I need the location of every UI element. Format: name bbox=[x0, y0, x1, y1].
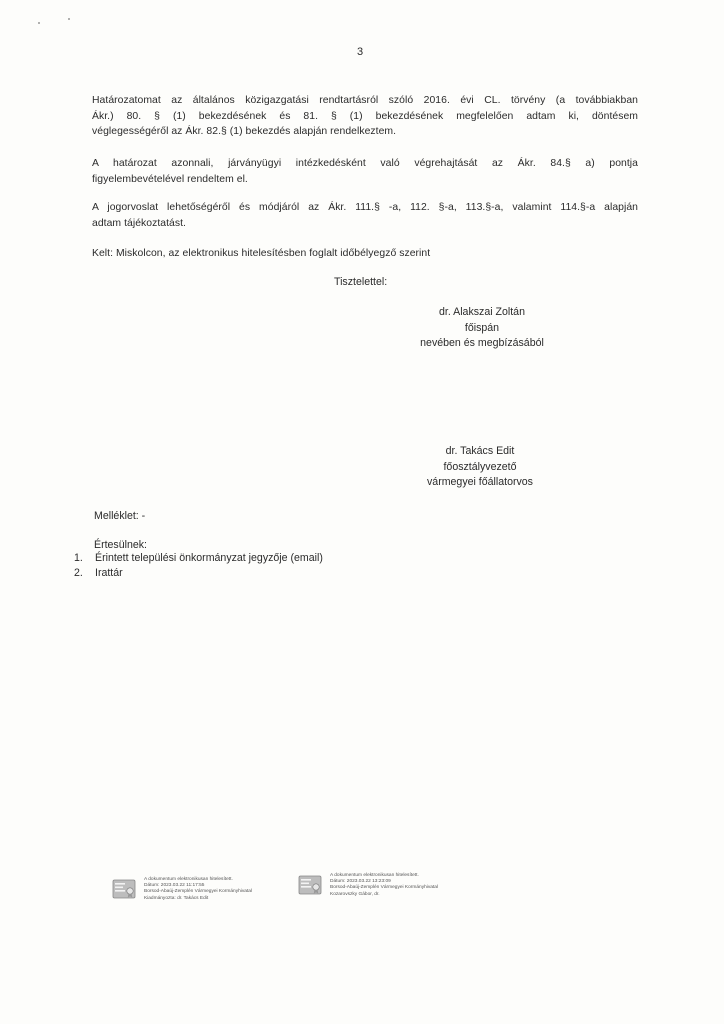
page-number: 3 bbox=[357, 46, 364, 58]
closing-salutation: Tisztelettel: bbox=[334, 276, 388, 288]
list-text: Érintett települési önkormányzat jegyzője (email) bbox=[95, 552, 323, 564]
scan-speck bbox=[38, 22, 40, 24]
paragraph-enforcement bbox=[92, 156, 638, 187]
signatory-name: dr. Alakszai Zoltán bbox=[439, 306, 525, 318]
stamp-text bbox=[144, 877, 252, 902]
stamp-line: Borsod-Abaúj-Zemplén Vármegyei Kormányhivatal bbox=[330, 885, 438, 891]
paragraph-dated bbox=[92, 246, 638, 262]
paragraph-line: A jogorvoslat lehetőségéről és módjáról az Ákr. 111.§ -a, 112. §-a, 113.§-a, valamint 114.§-a alapján bbox=[92, 202, 638, 213]
signature-block-prefect bbox=[412, 305, 552, 352]
recipients-label: Értesülnek: bbox=[94, 539, 147, 551]
stamp-line: Dátum: 2023.03.22 11:17:55 bbox=[144, 883, 205, 889]
list-item bbox=[74, 551, 323, 566]
recipients-list bbox=[74, 551, 323, 581]
signatory-name: dr. Takács Edit bbox=[445, 445, 515, 457]
stamp-line: A dokumentum elektronikusan hitelesített. bbox=[144, 877, 233, 882]
paragraph-line: Ákr.) 80. § (1) bekezdésének és 81. § (1) bekezdésének megfelelően adtam ki, döntésem bbox=[92, 110, 638, 122]
stamp-line: Kiadmányozta: dr. Takács Edit bbox=[144, 895, 209, 901]
stamp-line: Borsod-Abaúj-Zemplén Vármegyei Kormányhivatal bbox=[144, 889, 252, 895]
signatory-note: vármegyei főállatorvos bbox=[427, 476, 533, 488]
paragraph-line: adtam tájékoztatást. bbox=[92, 217, 186, 229]
stamp-line: Dátum: 2023.03.22 13:23:09 bbox=[330, 879, 391, 885]
paragraph-line: A határozat azonnali, járványügyi intézkedésként való végrehajtását az Ákr. 84.§ a) pontja bbox=[92, 158, 638, 169]
signatory-title: főispán bbox=[464, 321, 500, 334]
signatory-note: nevében és megbízásából bbox=[420, 337, 544, 349]
list-text: Irattár bbox=[95, 567, 123, 579]
attachment-label: Melléklet: - bbox=[94, 510, 146, 522]
stamp-line: Kozarovszky Gábor, dr. bbox=[330, 891, 380, 897]
paragraph-line: figyelembevételével rendeltem el. bbox=[92, 173, 248, 185]
paragraph-line: Kelt: Miskolcon, az elektronikus hitelesítésben foglalt időbélyegző szerint bbox=[92, 248, 431, 259]
e-signature-stamp bbox=[298, 873, 438, 898]
certificate-icon bbox=[298, 875, 322, 895]
paragraph-legal-basis bbox=[92, 93, 638, 140]
list-number: 1. bbox=[74, 552, 83, 564]
signatory-title: főosztályvezető bbox=[443, 460, 517, 473]
paragraph-line: Határozatomat az általános közigazgatási rendtartásról szóló 2016. évi CL. törvény (a továbbiakban bbox=[92, 95, 638, 106]
scan-speck bbox=[68, 18, 70, 20]
stamp-text bbox=[330, 873, 438, 898]
list-number: 2. bbox=[74, 567, 83, 579]
paragraph-line: véglegességéről az Ákr. 82.§ (1) bekezdés alapján rendelkeztem. bbox=[92, 126, 397, 137]
paragraph-legal-remedy bbox=[92, 200, 638, 231]
certificate-icon bbox=[112, 879, 136, 899]
signature-block-head bbox=[410, 444, 550, 491]
e-signature-stamp bbox=[112, 877, 252, 902]
list-item bbox=[74, 566, 323, 581]
stamp-line: A dokumentum elektronikusan hitelesített. bbox=[330, 873, 419, 878]
